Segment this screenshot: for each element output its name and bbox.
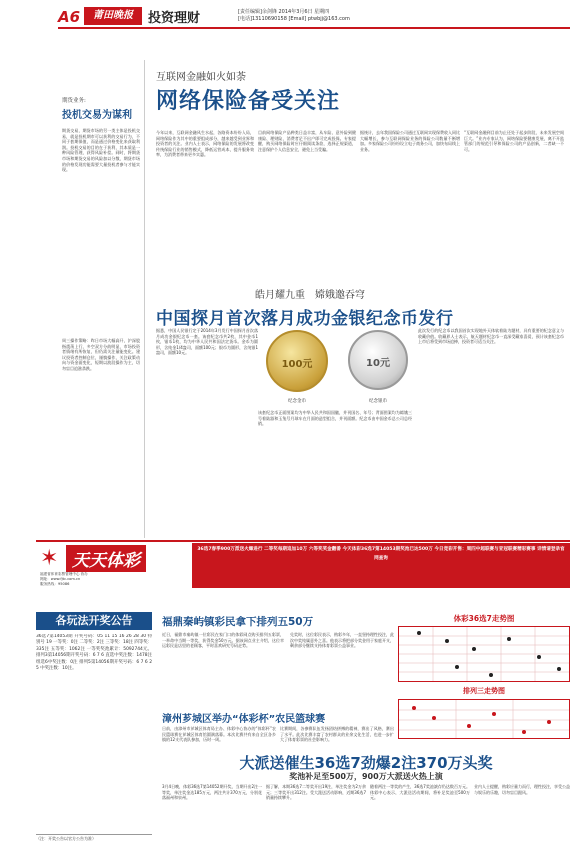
lottery-subheadline: 奖池补足至500万，900万大派送火热上演 <box>289 772 443 781</box>
column-divider <box>144 60 145 538</box>
article-column: 据统计，去年我国保险公司通过互联网实现保费收入同比大幅增长，参与互联网保险业务的保险公司数量不断增加。多家保险公司纷纷设立电子商务公司，加快布局线上业务。 <box>360 130 460 152</box>
coin-body: 据悉，中国人民银行定于2014年3月发行中国探月首次落月成功金银纪念币一套。该套纪念币共2枚，其中金币1枚，银币1枚，均为中华人民共和国法定货币。金币为圆形，含纯金1/4盎司，面额100元；银币为圆形，含纯银1盎司，面额10元。 <box>156 328 258 356</box>
header-meta <box>238 9 478 23</box>
lottery-story-body: 随着两注一等奖的产生，36选7奖池滚存仍达数百万元。体彩中心表示，大派送活动期间，将补足奖池至500万元。 <box>370 784 470 801</box>
left-body-2: 周三操作策略：昨日市场大幅高开，沪深股指震荡上行，多空双方分歧明显，市场投资者情绪有所恢复，但仍需关注量能变化。建议投资者控制仓位，谨慎操作，关注政策动向与资金面变化，短期以波段操作为主，切勿盲目追涨杀跌。 <box>62 338 140 371</box>
lottery-banner: 36选7春季900万派送火爆进行 二等奖每期追加10万 六等奖奖金翻番 今天体彩36选7第14053期奖池已达500万 今日竞彩开售：周四中超联赛与亚冠联赛精彩赛事 详情请登录官网查询 <box>192 543 570 588</box>
silver-coin-caption: 纪念银币 <box>369 399 387 404</box>
article-column: 目前网络保险产品种类日益丰富，从车险、意外险到健康险、理财险，消费者足不出户即可完成投保。专家提醒，购买网络保险时应仔细阅读条款，选择正规渠道，注意保护个人信息安全，避免上当受骗。 <box>258 130 356 152</box>
lottery-story-body: 据了解，本期36选7二等奖开出19注，单注奖金为2万余元；三等奖开出312注。受大派送活动影响，近期36选7销量持续攀升。 <box>266 784 366 801</box>
trend-chart-title: 体彩36选7走势图 <box>453 614 515 623</box>
article-kicker: 互联网金融如火如荼 <box>156 72 246 83</box>
article-headline: 网络保险备受关注 <box>156 89 341 114</box>
lottery-story-body: 业内人士提醒，购彩应量力而行，理性投注，享受公益与娱乐的乐趣，切勿盲目跟风。 <box>474 784 570 795</box>
lottery-headline: 大派送催生36选7劲爆2注370万头奖 <box>239 754 493 772</box>
left-title: 投机交易为谋利 <box>62 110 132 121</box>
trend-chart-graphic <box>399 627 569 681</box>
story-headline: 漳州芗城区举办“体彩杯”农民篮球赛 <box>162 714 326 725</box>
story-headline: 福鼎秦屿镇彩民拿下排列五50万 <box>162 616 314 628</box>
meta-editor-date: [责任编辑]余剑锋 2014年3月6日 星期四 <box>238 9 330 15</box>
coin-kicker: 皓月耀九重 嫦娥邀吞穹 <box>255 290 365 301</box>
section-title: 投资理财 <box>148 11 201 26</box>
star-icon: ✶ <box>40 546 59 571</box>
article-column: 今年以来，互联网金融风生水起，各路资本纷纷入局，网络保险作为其中的重要组成部分，越来越受到业界和投资者的关注。业内人士表示，网络保险的发展将改变传统保险行业的销售模式，降低运营成本，提升服务效率，为消费者带来更多实惠。 <box>156 130 254 158</box>
coin-headline: 中国探月首次落月成功金银纪念币发行 <box>156 309 454 329</box>
story-body: 日前，由漳州市芗城区体育局主办、体彩中心协办的“体彩杯”农民篮球赛在芗城区体育馆圆满落幕。本次比赛共有来自全区各乡镇的12支代表队参加，历时一周。 <box>162 726 276 743</box>
draw-results-heading: 各玩法开奖公告 <box>36 612 152 630</box>
trend-chart-grid <box>398 626 570 682</box>
draw-results-body: 36选7第14053期 开奖号码：05 11 15 16 26 28 30 特别号 19 一等奖：0注 二等奖：2注 三等奖：18注 四等奖：335注 五等奖：1062注 一等奖奖池累计：5092744元。排列3第14056期开奖号码：6 7 6 直选中奖注数：1478注 组选6中奖注数：0注 排列5第14056期开奖号码：6 7 6 2 5 中奖注数：10注。 <box>36 634 152 672</box>
story-body: 兑奖时，这位彩民表示，购彩多年，一直坚持理性投注，此次中奖纯属意外之喜。他表示将把部分奖金用于家庭开支，剩余部分继续支持体育彩票公益事业。 <box>290 632 394 649</box>
article-column: “互联网金融到目前为止还处于起步阶段，未来发展空间巨大。”业内专家认为，网络保险要健康发展，离不开监管部门的规范引导和保险公司的产品创新，二者缺一不可。 <box>464 130 564 152</box>
gold-coin-value: 100元 <box>281 359 313 370</box>
coin-body: 该套纪念币正面图案均为中华人民共和国国徽，并刊国名、年号；背面图案均为嫦娥三号着陆器和玉兔号月球车在月面的造型组合，并刊面额。纪念币由中国金币总公司总经销。 <box>258 410 412 427</box>
left-body: 期货交易，期货市场的另一类主体是投机交易，就是投机期市可以获利的交易行为，不同于套期保值，而是通过价格变化来获取利润。投机交易的目的在于获利，其本质是一种风险管理，获得风险补偿。同时，将期货市场和期货交易的风险加以分散，期货市场的价格发现功能需要大量投机者参与才能实现。 <box>62 128 140 173</box>
trend-chart-title: 排列三走势图 <box>463 687 505 695</box>
coin-body: 此次发行的纪念币以我国首次实现地外天体软着陆为题材，具有重要的纪念意义与收藏价值。收藏界人士表示，航天题材纪念币一直深受藏家喜爱，预计该套纪念币上市后将受到市场追捧，投资者可适当关注。 <box>418 328 564 345</box>
meta-contact: [电话]13110690158 [Email] ptwbjj@163.com <box>238 16 350 22</box>
lottery-info: 福建省体育彩票管理中心 协办 网址：www.fjtc.com.cn 服务热线：95086 <box>40 572 88 586</box>
page-number: A6 <box>58 8 81 26</box>
left-subhead: 期货业务: <box>62 98 86 104</box>
story-body: 比赛期间，各参赛队伍发扬团结拼搏的精神，赛出了风格，赛出了水平。此次比赛丰富了农村群众的业余文化生活，也进一步扩大了体育彩票的社会影响力。 <box>280 726 394 743</box>
story-body: 近日，福鼎市秦屿镇一位彩民在家门口的体彩网点购买排列五彩票，一举命中当期一等奖，获得奖金50万元。据该网点业主介绍，这位幸运彩民是店里的老顾客，平时喜欢研究号码走势。 <box>162 632 284 649</box>
paper-logo: 莆田晚报 <box>84 7 142 25</box>
trend-chart-graphic <box>399 700 569 738</box>
trend-chart-grid <box>398 699 570 739</box>
lottery-brand: 天天体彩 <box>66 545 146 572</box>
silver-coin-value: 10元 <box>366 358 390 369</box>
draw-results-note: （注：开奖公告以官方公告为准） <box>36 834 152 842</box>
header-rule <box>58 27 570 29</box>
gold-coin-caption: 纪念金币 <box>288 399 306 404</box>
lottery-story-body: 3月4日晚，体彩36选7第14052期开奖，当期开出2注一等奖，单注奖金达185万元，两注共计370万元，分别花落福州和泉州。 <box>162 784 262 801</box>
